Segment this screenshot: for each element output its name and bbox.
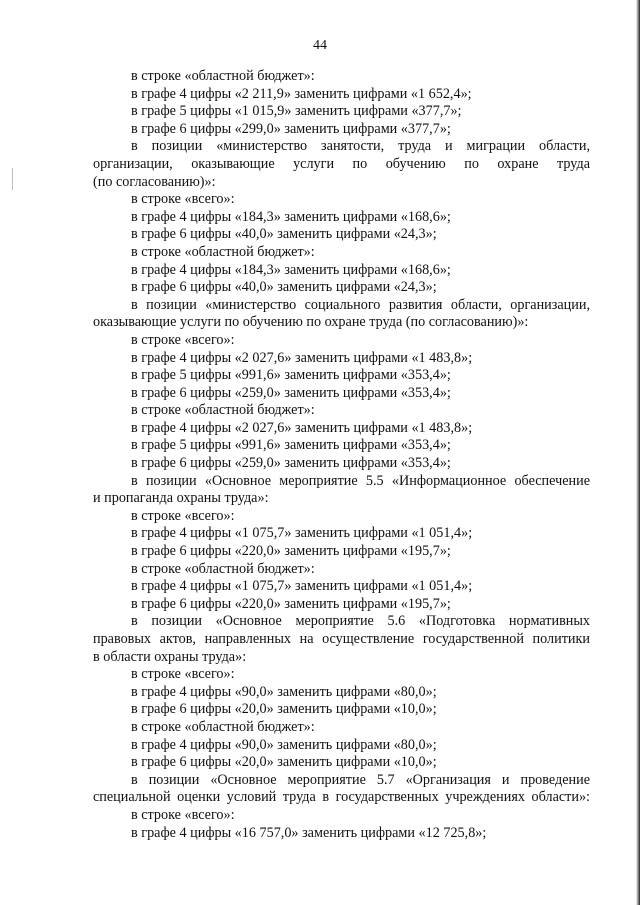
text-line: в строке «областной бюджет»: (131, 560, 315, 577)
text-line: в графе 4 цифры «90,0» заменить цифрами «80,0»; (131, 736, 437, 753)
text-line: правовых актов, направленных на осуществление государственной политики (93, 631, 590, 647)
text-line: в позиции «Основное мероприятие 5.7 «Организация и проведение (131, 771, 590, 788)
text-line: организации, оказывающие услуги по обучению по охране труда (93, 155, 590, 172)
text-line: в строке «областной бюджет»: (131, 68, 315, 84)
text-line: в графе 4 цифры «1 075,7» заменить цифрами «1 051,4»; (131, 578, 473, 595)
text-line: в области охраны труда»: (93, 648, 247, 665)
text-line: в графе 6 цифры «40,0» заменить цифрами «24,3»; (131, 226, 437, 243)
text-line: в графе 6 цифры «259,0» заменить цифрами «353,4»; (131, 455, 451, 472)
text-line: в графе 6 цифры «20,0» заменить цифрами «10,0»; (131, 754, 437, 771)
text-line: в позиции «министерство занятости, труда и миграции области, (131, 138, 590, 155)
text-line: в строке «областной бюджет»: (131, 718, 315, 735)
text-line: в позиции «Основное мероприятие 5.5 «Информационное обеспечение (131, 472, 590, 489)
scan-mark (12, 168, 13, 190)
text-line: в графе 5 цифры «991,6» заменить цифрами «353,4»; (131, 437, 451, 454)
text-line: в графе 4 цифры «184,3» заменить цифрами «168,6»; (131, 261, 451, 278)
text-line: в позиции «министерство социального развития области, организации, (131, 296, 590, 313)
text-line: в графе 6 цифры «40,0» заменить цифрами «24,3»; (131, 279, 437, 296)
text-line: в графе 4 цифры «1 075,7» заменить цифрами «1 051,4»; (131, 525, 473, 542)
text-line: в графе 6 цифры «259,0» заменить цифрами «353,4»; (131, 384, 451, 401)
text-line: оказывающие услуги по обучению по охране труда (по согласованию)»: (93, 314, 529, 331)
text-line: в строке «всего»: (131, 507, 235, 524)
text-line: и пропаганда охраны труда»: (93, 490, 269, 507)
text-line: в строке «всего»: (131, 191, 235, 208)
text-line: в графе 6 цифры «20,0» заменить цифрами «10,0»; (131, 701, 437, 718)
text-line: специальной оценки условий труда в государственных учреждениях области»: (93, 789, 590, 806)
text-line: (по согласованию)»: (93, 173, 216, 190)
text-line: в строке «всего»: (131, 806, 235, 823)
text-line: в строке «областной бюджет»: (131, 402, 315, 419)
document-body (93, 68, 590, 842)
page-number: 44 (313, 38, 327, 53)
text-line: в графе 4 цифры «2 211,9» заменить цифрами «1 652,4»; (131, 85, 472, 102)
text-line: в строке «всего»: (131, 331, 235, 348)
text-line: в графе 4 цифры «2 027,6» заменить цифрами «1 483,8»; (131, 419, 473, 436)
text-line: в графе 6 цифры «220,0» заменить цифрами «195,7»; (131, 595, 451, 612)
text-line: в графе 6 цифры «299,0» заменить цифрами «377,7»; (131, 120, 451, 137)
text-line: в позиции «Основное мероприятие 5.6 «Подготовка нормативных (131, 613, 590, 630)
text-line: в графе 4 цифры «16 757,0» заменить цифрами «12 725,8»; (131, 824, 487, 841)
text-line: в графе 4 цифры «2 027,6» заменить цифрами «1 483,8»; (131, 349, 473, 366)
text-line: в графе 4 цифры «184,3» заменить цифрами «168,6»; (131, 208, 451, 225)
text-line: в графе 5 цифры «1 015,9» заменить цифрами «377,7»; (131, 103, 462, 120)
text-line: в графе 4 цифры «90,0» заменить цифрами «80,0»; (131, 683, 437, 700)
text-line: в графе 6 цифры «220,0» заменить цифрами «195,7»; (131, 543, 451, 560)
text-line: в строке «всего»: (131, 666, 235, 683)
text-line: в строке «областной бюджет»: (131, 243, 315, 260)
scan-edge-shadow (636, 0, 640, 905)
text-line: в графе 5 цифры «991,6» заменить цифрами «353,4»; (131, 367, 451, 384)
